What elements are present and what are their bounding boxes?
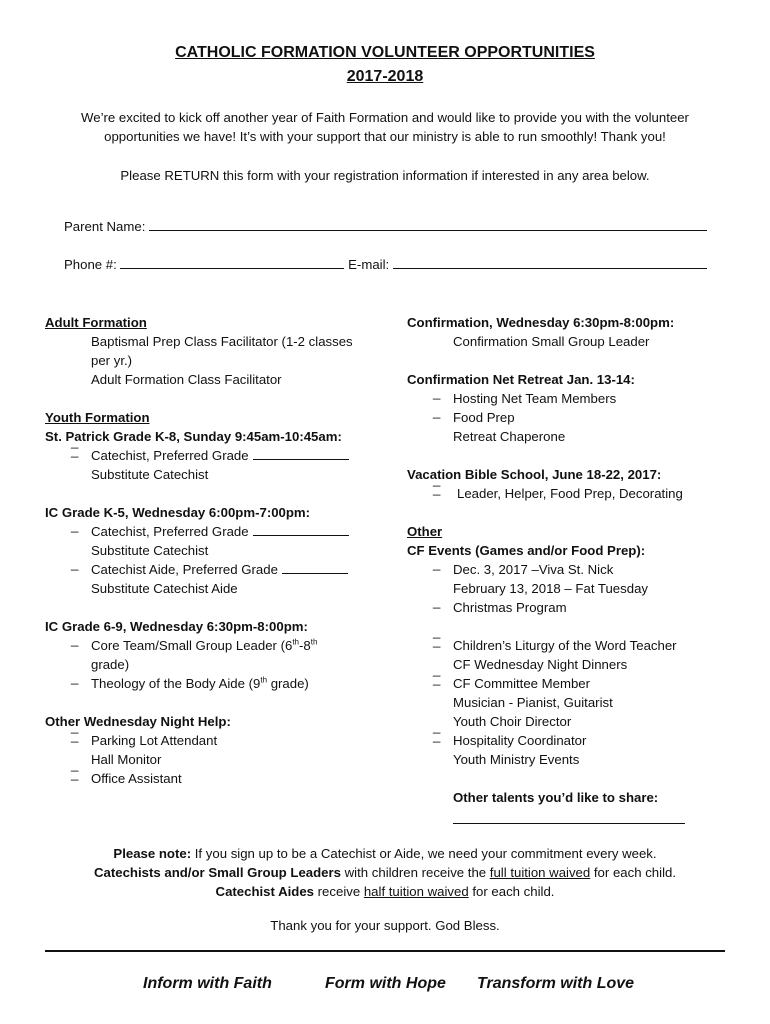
st-patrick-heading: St. Patrick Grade K-8, Sunday 9:45am-10:45am: [45, 429, 342, 444]
return-note: Please RETURN this form with your registration information if interested in any area below. [120, 168, 650, 183]
list-item[interactable]: _ _ Children’s Liturgy of the Word Teacher [407, 636, 737, 655]
cf-events-heading: CF Events (Games and/or Food Prep): [407, 543, 646, 558]
note-text: receive [314, 884, 364, 899]
note-text: with children receive the [340, 865, 490, 880]
please-note [40, 844, 730, 901]
item-label: Catechist, Preferred Grade [91, 524, 249, 539]
list-item[interactable]: Substitute Catechist [91, 467, 209, 482]
list-item[interactable]: _ _ Hospitality Coordinator [407, 731, 737, 750]
retreat-heading: Confirmation Net Retreat Jan. 13-14: [407, 372, 635, 387]
grade-line[interactable] [253, 447, 349, 460]
parent-name-line[interactable] [149, 218, 707, 231]
intro-line-1: We’re excited to kick off another year of Faith Formation and would like to provide you with the volunteer [81, 110, 689, 125]
right-column [407, 313, 737, 824]
phone-label: Phone #: [64, 257, 117, 272]
list-item: grade) [91, 657, 130, 672]
list-item[interactable] [45, 636, 375, 655]
list-item[interactable]: _ Hosting Net Team Members [407, 389, 737, 408]
ic-69-heading: IC Grade 6-9, Wednesday 6:30pm-8:00pm: [45, 619, 308, 634]
other-heading: Other [407, 524, 443, 539]
list-item[interactable]: Confirmation Small Group Leader [453, 334, 650, 349]
talents-line[interactable] [453, 811, 685, 824]
list-item[interactable] [45, 446, 375, 465]
list-item: per yr.) [91, 353, 133, 368]
list-item[interactable]: _ Dec. 3, 2017 –Viva St. Nick [407, 560, 737, 579]
item-label: Catechist Aide, Preferred Grade [91, 562, 278, 577]
adult-formation-heading: Adult Formation [45, 315, 147, 330]
left-column [45, 313, 375, 788]
thanks-line: Thank you for your support. God Bless. [270, 918, 500, 933]
page-title: CATHOLIC FORMATION VOLUNTEER OPPORTUNITIES [175, 44, 595, 61]
item-label: -8 [299, 638, 311, 653]
note-label: Please note: [113, 846, 192, 861]
list-item[interactable]: _ Christmas Program [407, 598, 737, 617]
contact-fields [64, 256, 707, 272]
parent-name-label: Parent Name: [64, 219, 146, 234]
list-item[interactable]: Substitute Catechist [91, 543, 209, 558]
youth-formation-heading: Youth Formation [45, 410, 150, 425]
list-item[interactable]: CF Wednesday Night Dinners [453, 657, 628, 672]
list-item[interactable]: Baptismal Prep Class Facilitator (1-2 classes [91, 334, 353, 349]
note-text: for each child. [468, 884, 555, 899]
grade-line[interactable] [253, 523, 349, 536]
list-item[interactable]: _ _ CF Committee Member [407, 674, 737, 693]
list-item[interactable]: _ _ Office Assistant [45, 769, 375, 788]
item-label: Core Team/Small Group Leader (6 [91, 638, 293, 653]
note-line-3 [40, 882, 730, 901]
note-bold: Catechist Aides [215, 884, 314, 899]
list-item[interactable]: _ _ Leader, Helper, Food Prep, Decorating [407, 484, 737, 503]
list-item[interactable]: Substitute Catechist Aide [91, 581, 238, 596]
note-underline: full tuition waived [489, 865, 591, 880]
item-label: Catechist, Preferred Grade [91, 448, 249, 463]
phone-line[interactable] [120, 256, 344, 269]
ic-k5-heading: IC Grade K-5, Wednesday 6:00pm-7:00pm: [45, 505, 311, 520]
item-label: grade) [267, 676, 309, 691]
note-underline: half tuition waived [363, 884, 469, 899]
motto-faith: Inform with Faith [143, 975, 272, 992]
note-text: If you sign up to be a Catechist or Aide, we need your commitment every week. [191, 846, 657, 861]
list-item[interactable]: Adult Formation Class Facilitator [91, 372, 282, 387]
list-item[interactable]: _ Food Prep [407, 408, 737, 427]
motto-love: Transform with Love [477, 975, 635, 992]
intro-paragraph [40, 108, 730, 146]
note-line-1 [40, 844, 730, 863]
list-item[interactable]: _ _ Parking Lot Attendant [45, 731, 375, 750]
item-label: Theology of the Body Aide (9 [91, 676, 261, 691]
list-item[interactable]: Retreat Chaperone [453, 429, 566, 444]
ordinal: th [310, 637, 318, 647]
ordinal: th [260, 675, 268, 685]
list-item[interactable]: Musician - Pianist, Guitarist [453, 695, 613, 710]
vbs-heading: Vacation Bible School, June 18-22, 2017: [407, 467, 662, 482]
ordinal: th [292, 637, 299, 647]
list-item[interactable] [45, 522, 375, 541]
note-bold: Catechists and/or Small Group Leaders [94, 865, 341, 880]
motto-hope: Form with Hope [325, 975, 446, 992]
list-item[interactable]: February 13, 2018 – Fat Tuesday [453, 581, 648, 596]
list-item[interactable]: Hall Monitor [91, 752, 162, 767]
intro-line-2: opportunities we have! It’s with your support that our ministry is able to run smoothly! Thank you! [104, 129, 666, 144]
wednesday-help-heading: Other Wednesday Night Help: [45, 714, 231, 729]
grade-line[interactable] [282, 561, 348, 574]
list-item[interactable] [45, 674, 375, 693]
parent-name-field[interactable] [64, 218, 707, 234]
school-year: 2017-2018 [346, 68, 424, 85]
email-label: E-mail: [348, 257, 390, 272]
confirmation-heading: Confirmation, Wednesday 6:30pm-8:00pm: [407, 315, 675, 330]
email-line[interactable] [393, 256, 707, 269]
list-item[interactable]: Youth Choir Director [453, 714, 572, 729]
divider [45, 950, 725, 952]
list-item[interactable]: Youth Ministry Events [453, 752, 580, 767]
list-item[interactable] [45, 560, 375, 579]
note-text: for each child. [590, 865, 676, 880]
talents-heading: Other talents you’d like to share: [453, 790, 659, 805]
note-line-2 [40, 863, 730, 882]
